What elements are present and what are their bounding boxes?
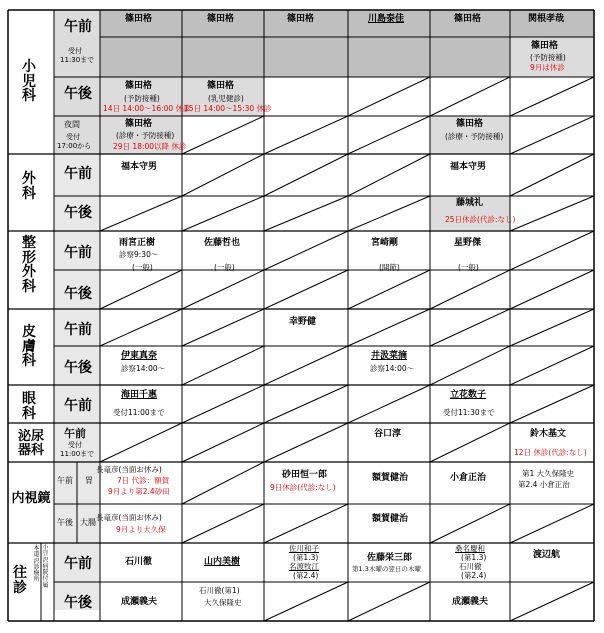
schedule-table: 篠田格 篠田格 篠田格 川島泰佳 篠田格 関根孝哉 小 児 科 午前 受付 11:30まで 篠田格 (予防接種) 9月は休診 午後 篠田格 (予防接種) 14日 14:00～16:00 休診 篠田格 (乳児健診) 15日 14:00～15:30 休診 夜間 受付 17:00から 篠田格 (診療・予防接種) 29日 18:00以降 休診 篠田格 (診療・予防接種) 外 科 午前 福本守男 福本守男 午後 藤城礼 25日休診(代診:なし) 整 形 外 科 午前 雨宮正樹 診察9:30～ (一般) 佐藤哲也 (一般) 宮崎剛 (開節) 星野傑 (一般) 午後 皮 膚 科 午前 幸野健 午後 伊東真奈 診察14:00～ 井汲菜摘 診察14:00～ 眼 科 午前 海田千惠 受付11:00まで 立花数子 受付11:30まで 泌尿 器科 午前 受付 11:00まで 谷口淳 鈴木基文 12日 休診(代診:なし) 内視鏡 午前 胃 長竜彦(当面お休み) 7日 代診：額賀 9月より第2.4砂田 砂田恒一郎 9日休診(代診:なし) 額賀健治 小倉正治 第1 大久保隆史 第2.4 小倉正治 午後 大腸 長竜彦(当面お休み) 9月より大久保 額賀健治 往 診 小 豆 沢 病 院 付 属 本 道 沢 診 療 所 午前 石川徹 山内美樹 佐川和子 (第1.3) 名渡牧江 (第2.4) 佐藤栄三郎 第1.3木曜の翌日の木曜 桑名慶和 (第1.3) 石川徹 (第2.4) 渡辺航 午後 成瀬義夫 石川徹(第1) 大久保隆史 成瀬義夫 bbox=[0, 0, 604, 633]
slot-ped-night: 夜間 bbox=[64, 120, 80, 129]
dept-endoscopy: 内視鏡 bbox=[11, 491, 51, 506]
dept-ophthalmology: 眼 科 bbox=[22, 391, 36, 422]
ped-am-c6-doctor: 篠田格 bbox=[531, 41, 559, 51]
homecare-sublabel-2: 本 道 沢 診 療 所 bbox=[33, 545, 40, 584]
homecare-sublabel: 小 豆 沢 病 院 付 属 bbox=[42, 544, 49, 589]
dept-urology: 泌尿 器科 bbox=[17, 429, 44, 458]
header-c1: 篠田格 bbox=[125, 14, 153, 24]
header-c2: 篠田格 bbox=[207, 14, 235, 24]
dept-homecare: 往 診 bbox=[13, 565, 27, 596]
header-c5: 篠田格 bbox=[454, 14, 482, 24]
slot-ped-pm: 午後 bbox=[64, 86, 92, 102]
header-c4: 川島泰佳 bbox=[368, 14, 405, 24]
header-c6: 関根孝哉 bbox=[528, 14, 565, 24]
dept-surgery: 外 科 bbox=[22, 171, 36, 202]
dept-orthopedics: 整 形 外 科 bbox=[22, 235, 36, 296]
header-c3: 篠田格 bbox=[287, 14, 315, 24]
dept-dermatology: 皮 膚 科 bbox=[22, 324, 36, 370]
slot-ped-am: 午前 bbox=[64, 19, 92, 35]
dept-pediatrics: 小 児 科 bbox=[22, 59, 36, 105]
